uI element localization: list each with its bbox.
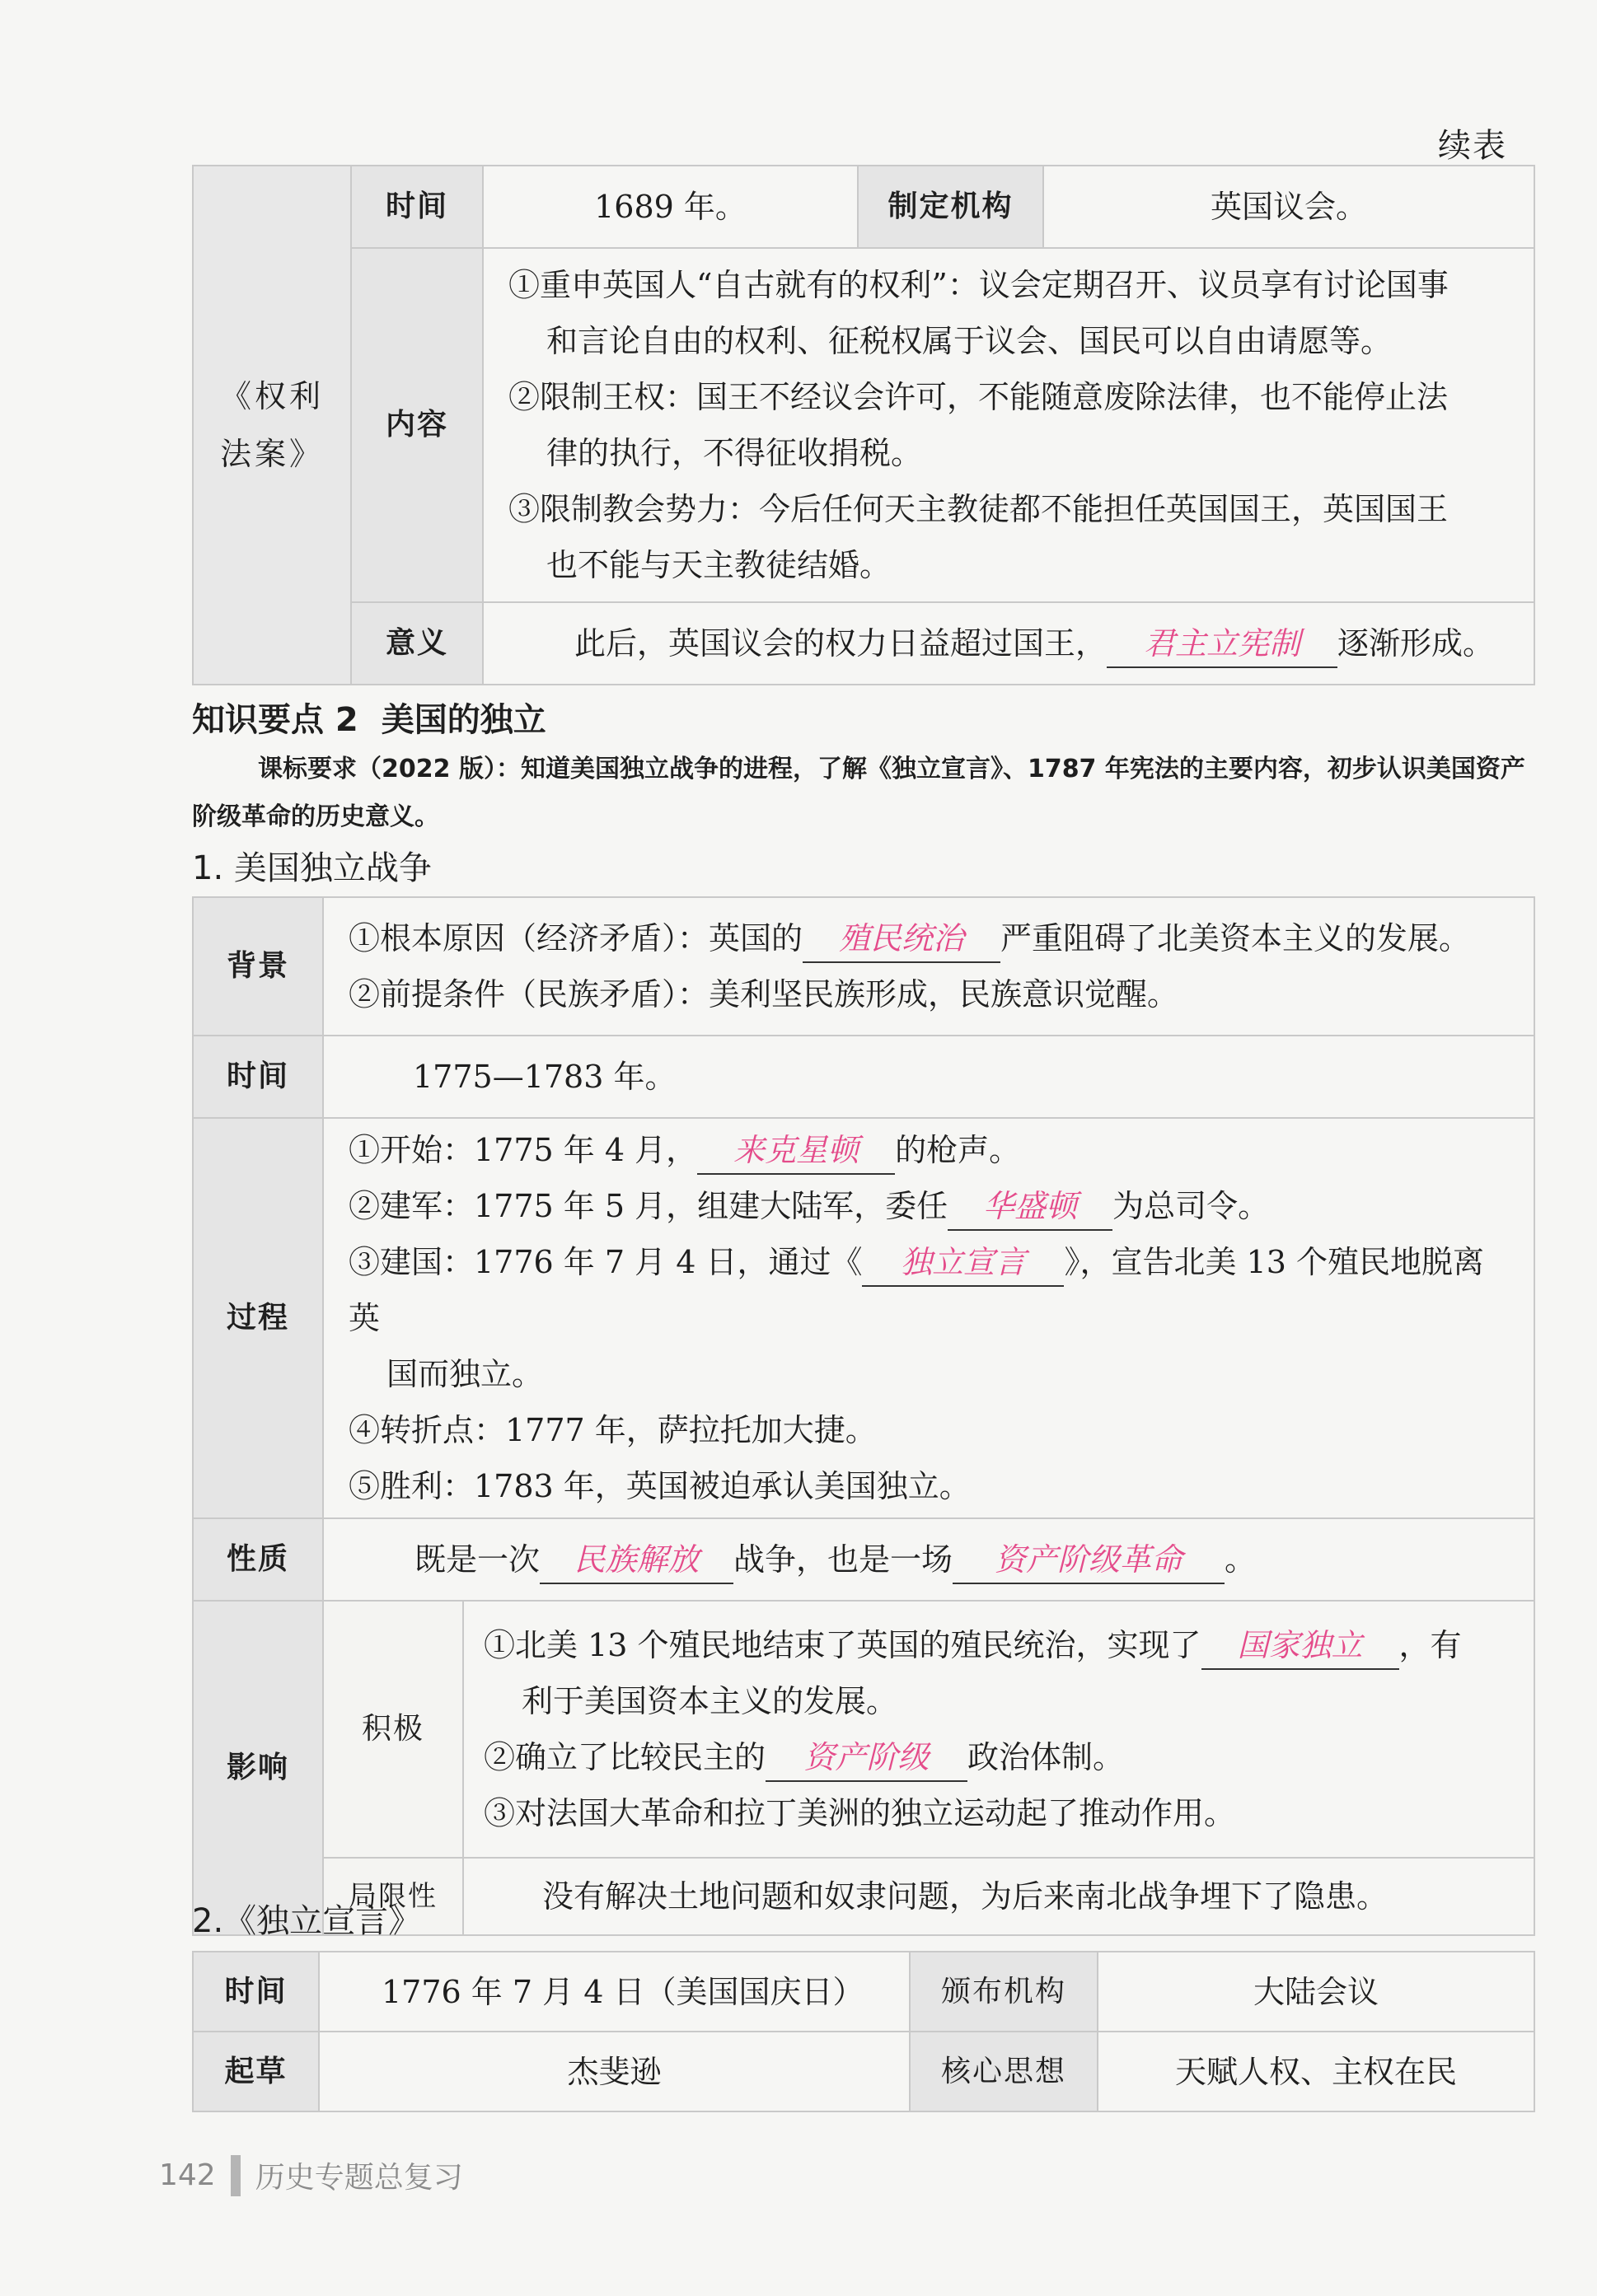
content-label: 内容: [351, 248, 483, 602]
content-line: ①重申英国人“自古就有的权利”：议会定期召开、议员享有讨论国事: [508, 267, 1449, 303]
answer-blank: 殖民统治: [803, 915, 1000, 963]
limitation-value: 没有解决土地问题和奴隶问题，为后来南北战争埋下了隐患。: [463, 1858, 1534, 1935]
decl-core-value: 天赋人权、主权在民: [1098, 2032, 1534, 2111]
declaration-table: [192, 1951, 1535, 2112]
subheading-declaration: 2.《独立宣言》: [192, 1902, 422, 1940]
decl-org-value: 大陆会议: [1098, 1952, 1534, 2032]
background-cell: [323, 897, 1534, 1036]
decl-time-label: 时间: [193, 1952, 319, 2032]
content-line: 律的执行，不得征收捐税。: [546, 435, 923, 471]
bill-of-rights-table: [192, 165, 1535, 685]
meaning-cell: [483, 602, 1534, 685]
section-heading: [192, 694, 546, 741]
background-label: 背景: [193, 897, 323, 1036]
process-line: ④转折点：1777 年，萨拉托加大捷。: [349, 1412, 877, 1448]
impact-line: ②确立了比较民主的 资产阶级 政治体制。: [484, 1729, 1512, 1785]
row-header-text: 《权利法案》: [219, 378, 324, 472]
background-line: ②前提条件（民族矛盾）：美利坚民族形成，民族意识觉醒。: [349, 976, 1179, 1012]
answer-blank: 资产阶级革命: [953, 1536, 1225, 1584]
process-line: 国而独立。: [386, 1356, 544, 1392]
nature-label: 性质: [193, 1518, 323, 1601]
time-label: 时间: [351, 166, 483, 248]
footer-divider: [231, 2155, 241, 2196]
content-line: ②限制王权：国王不经议会许可，不能随意废除法律，也不能停止法: [508, 379, 1449, 415]
answer-blank: 君主立宪制: [1107, 620, 1337, 668]
answer-blank: 民族解放: [540, 1536, 733, 1584]
positive-label: 积极: [323, 1601, 463, 1858]
independence-war-table: [192, 896, 1535, 1936]
subheading-war: 1. 美国独立战争: [192, 849, 432, 887]
impact-line: ①北美 13 个殖民地结束了英国的殖民统治，实现了 国家独立 ，有: [484, 1617, 1512, 1673]
answer-blank: 资产阶级: [766, 1734, 967, 1782]
answer-blank: 来克星顿: [697, 1127, 895, 1175]
meaning-label: 意义: [351, 602, 483, 685]
process-line: ②建军：1775 年 5 月，组建大陆军，委任 华盛顿 为总司令。: [349, 1178, 1512, 1234]
content-cell: [483, 248, 1534, 602]
process-label: 过程: [193, 1118, 323, 1518]
process-line: ①开始：1775 年 4 月， 来克星顿 的枪声。: [349, 1122, 1512, 1178]
decl-draft-value: 杰斐逊: [319, 2032, 910, 2111]
section-title: 美国的独立: [381, 701, 546, 739]
decl-org-label: 颁布机构: [910, 1952, 1098, 2032]
process-line: ⑤胜利：1783 年，英国被迫承认美国独立。: [349, 1468, 971, 1504]
war-time-label: 时间: [193, 1036, 323, 1118]
time-value: 1689 年。: [483, 166, 858, 248]
bill-of-rights-row-header: [193, 166, 351, 685]
answer-blank: 独立宣言: [862, 1239, 1064, 1287]
section-number: 知识要点 2: [192, 701, 358, 739]
answer-blank: 华盛顿: [948, 1183, 1112, 1231]
content-line: 也不能与天主教徒结婚。: [546, 547, 892, 583]
impact-line: 利于美国资本主义的发展。: [522, 1683, 898, 1719]
curriculum-requirement: 课标要求（2022 版）：知道美国独立战争的进程，了解《独立宣言》、1787 年宪法的主要内容，初步认识美国资产阶级革命的历史意义。: [192, 755, 1525, 831]
process-cell: [323, 1118, 1534, 1518]
decl-draft-label: 起草: [193, 2032, 319, 2111]
page-footer: [159, 2154, 463, 2196]
impact-line: ③对法国大革命和拉丁美洲的独立运动起了推动作用。: [484, 1795, 1236, 1831]
continued-label: 续表: [1438, 127, 1507, 165]
meaning-text: 逐渐形成。: [1337, 625, 1495, 662]
content-line: 和言论自由的权利、征税权属于议会、国民可以自由请愿等。: [546, 323, 1393, 359]
page-number: 142: [159, 2158, 216, 2192]
decl-time-value: 1776 年 7 月 4 日（美国国庆日）: [319, 1952, 910, 2032]
nature-cell: 既是一次 民族解放 战争，也是一场 资产阶级革命 。: [323, 1518, 1534, 1601]
org-value: 英国议会。: [1043, 166, 1534, 248]
org-label: 制定机构: [858, 166, 1043, 248]
answer-blank: 国家独立: [1201, 1622, 1399, 1670]
limitation-label: 局限性: [323, 1858, 463, 1935]
decl-core-label: 核心思想: [910, 2032, 1098, 2111]
content-line: ③限制教会势力：今后任何天主教徒都不能担任英国国王，英国国王: [508, 491, 1449, 527]
meaning-text: 此后，英国议会的权力日益超过国王，: [574, 625, 1108, 662]
war-time-value: 1775—1783 年。: [323, 1036, 1534, 1118]
impact-label: 影响: [193, 1601, 323, 1935]
positive-cell: [463, 1601, 1534, 1858]
background-line: ①根本原因（经济矛盾）：英国的 殖民统治 严重阻碍了北美资本主义的发展。: [349, 910, 1512, 966]
process-line: ③建国：1776 年 7 月 4 日，通过《 独立宣言 》，宣告北美 13 个殖民地脱离英: [349, 1234, 1512, 1346]
book-title: 历史专题总复习: [255, 2161, 463, 2195]
